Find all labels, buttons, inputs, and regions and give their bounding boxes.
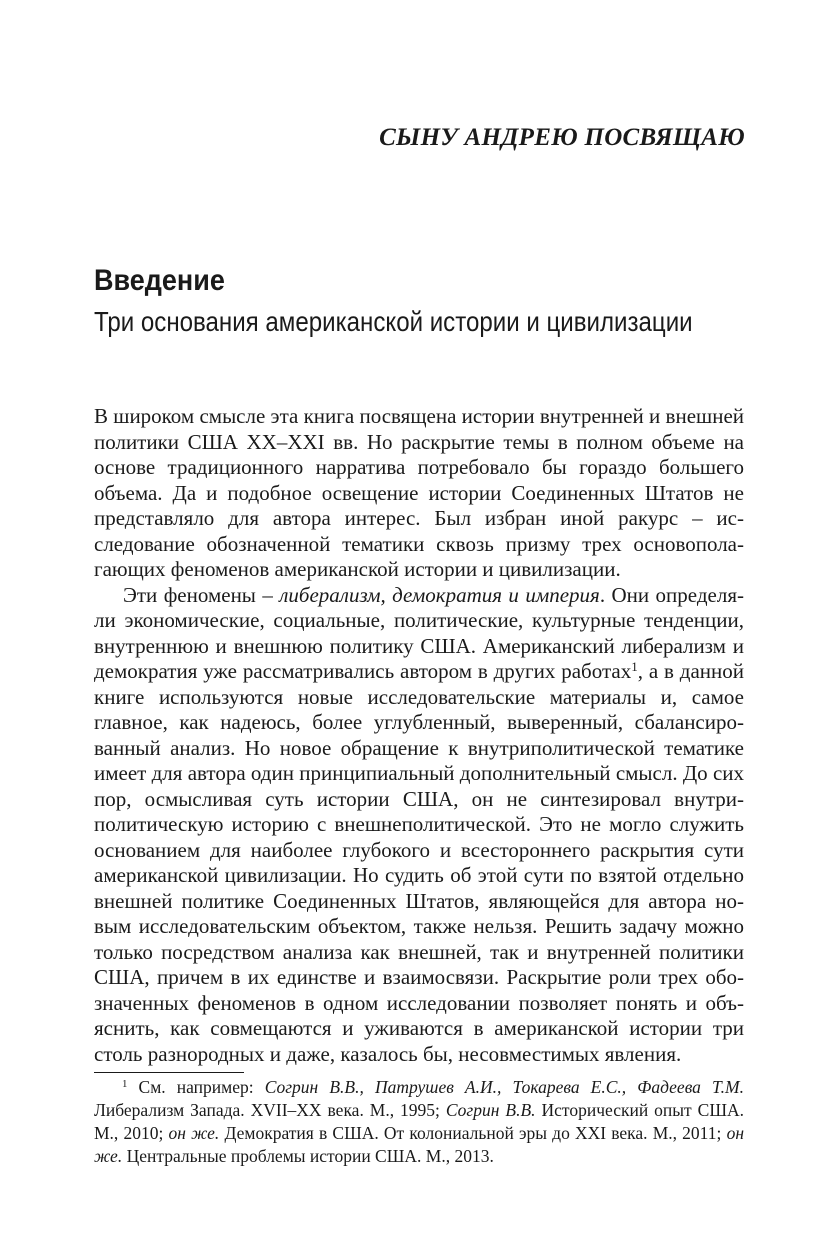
paragraph-2-text-a: . Они определяли экономические, социальные, политические, культурные тенденции, внутреннюю и внешнюю политику США. Американский либерализм и демократия уже рассматривались автором в других работах — [94, 582, 744, 683]
footnote-work-2: Исторический опыт США. М., 2010; — [94, 1100, 744, 1143]
footnote-prefix: См. например: — [127, 1077, 265, 1097]
footnote-authors: Согрин В.В., Патрушев А.И., Токарева Е.С., Фадеева Т.М. — [264, 1077, 744, 1097]
dedication: СЫНУ АНДРЕЮ ПОСВЯЩАЮ — [379, 124, 745, 151]
paragraph-1: В широком смысле эта книга посвящена истории внутренней и внешней политики США XX–XXI вв. Но раскрытие темы в полном объеме на основе традиционного нарратива потребовало бы гораздо большего объема. Да и подобное освещение истории Соединенных Штатов не представляло для автора интерес. Был избран иной ракурс – исследование обозначенной тематики сквозь призму трех основополагающих феноменов американской истории и цивилизации. — [94, 404, 744, 581]
footnote-reference[interactable]: 1 — [631, 658, 638, 674]
chapter-title: Введение — [94, 264, 225, 297]
footnote-work-1: Либерализм Запада. XVII–XX века. М., 1995; — [94, 1100, 446, 1120]
footnote-work-4: Центральные проблемы истории США. М., 2013. — [122, 1146, 494, 1166]
paragraph-2-emphasis: либерализм, демократия и империя — [279, 582, 600, 607]
footnote-ibid-2: он же. — [94, 1123, 744, 1166]
paragraph-2-text-b: , а в данной книге используются новые исследовательские материалы и, самое главное, как надеюсь, более углубленный, выверенный, сбалансированный анализ. Но новое обращение к внутриполитической тематике имеет для автора один принципиальный дополнительный смысл. До сих пор, осмысливая суть истории США, он не синтезировал внутриполитическую историю с внешнеполитической. Это не могло служить основанием для наиболее глубокого и всестороннего раскрытия сути американской цивилизации. Но судить об этой сути по взятой отдельно внешней политике Соединенных Штатов, являющейся для автора новым исследовательским объектом, также нельзя. Решить задачу можно только посредством анализа как внешней, так и внутренней политики США, причем в их единстве и взаимосвязи. Раскрытие роли трех обозначенных феноменов в одном исследовании позволяет понять и объяснить, как совмещаются и уживаются в американской истории три столь разнородных и даже, казалось бы, несовместимых явления. — [94, 659, 744, 1066]
footnote-number: 1 — [122, 1078, 128, 1091]
footnote-work-3: Демократия в США. От колониальной эры до XXI века. М., 2011; — [219, 1123, 727, 1143]
footnote-ibid-1: он же. — [168, 1123, 220, 1143]
footnote-divider — [94, 1072, 244, 1073]
paragraph-2 — [94, 583, 744, 1068]
body-text — [94, 404, 744, 1067]
paragraph-2-lead: Эти феномены – — [123, 582, 280, 607]
footnote-author-2: Согрин В.В. — [445, 1100, 536, 1120]
footnote — [94, 1076, 744, 1168]
chapter-subtitle: Три основания американской истории и цивилизации — [94, 306, 693, 337]
